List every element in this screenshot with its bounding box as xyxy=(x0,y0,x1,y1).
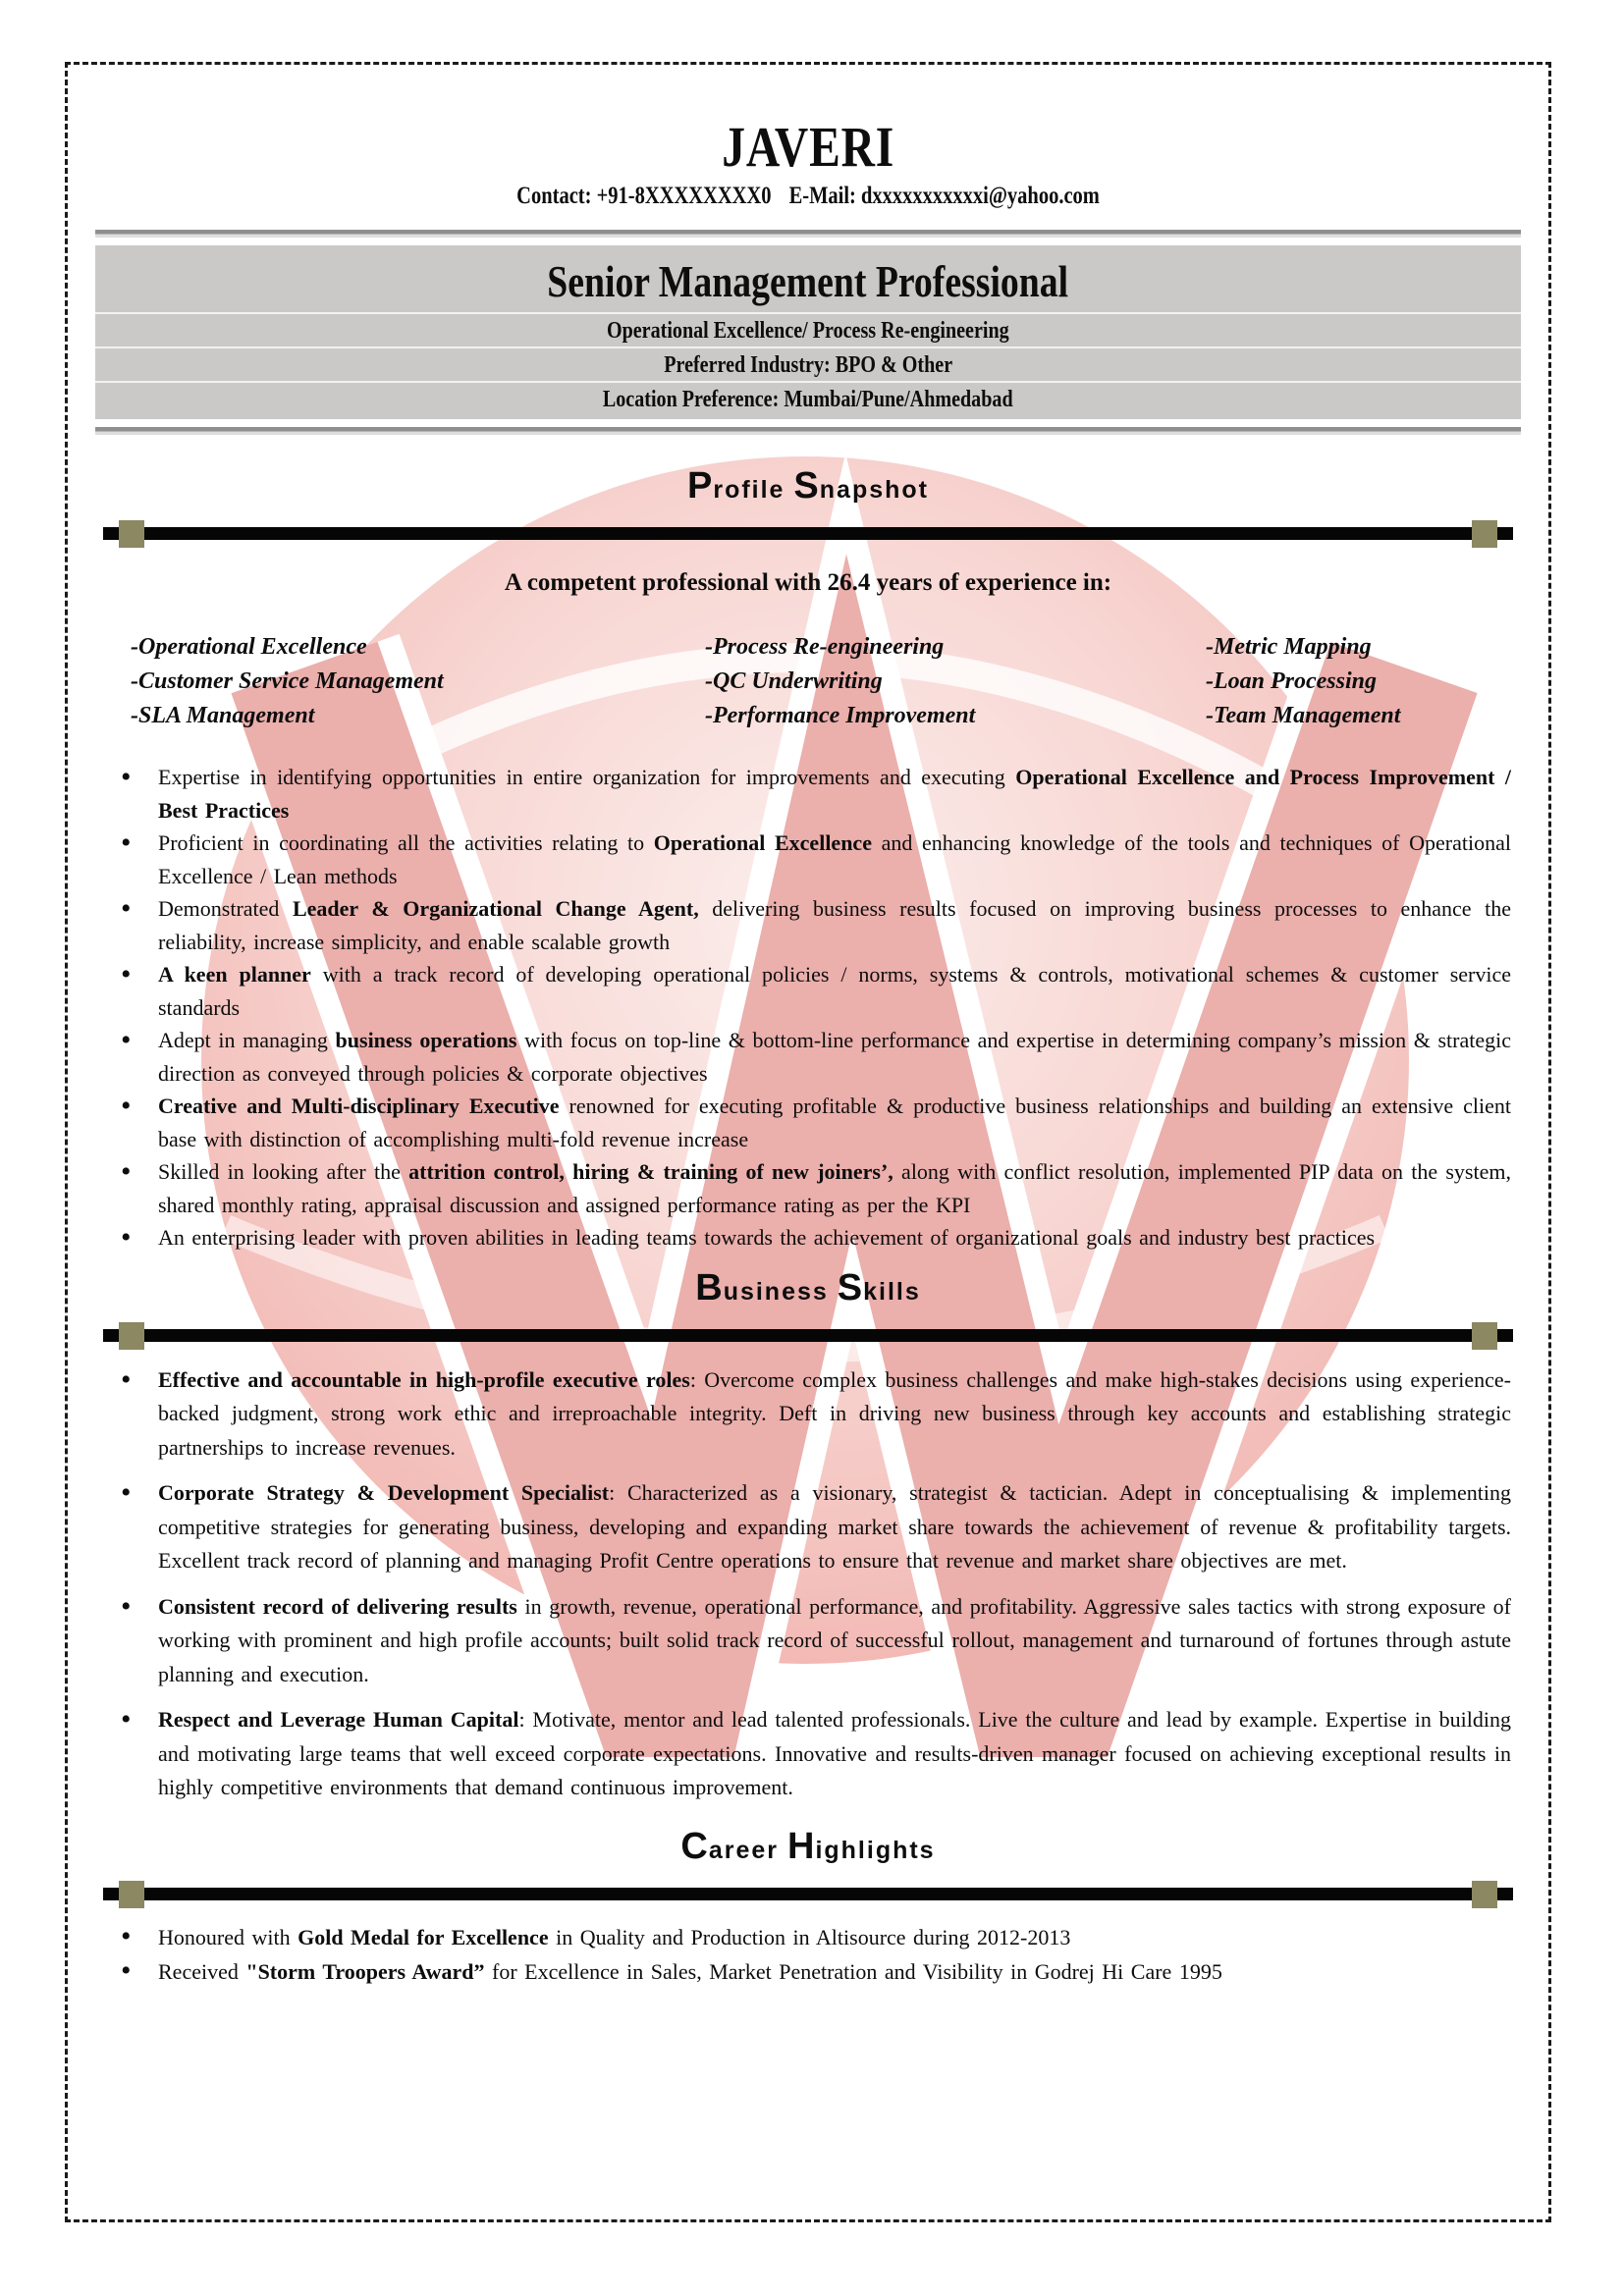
bullet-item: • Corporate Strategy & Development Specialist: Characterized as a visionary, strategist & tactician. Adept in conceptualising & implementing competitive strategies for generating business, developing and expanding market share towards the achievement of revenue & profitability targets. Excellent track record of planning and managing Profit Centre operations to ensure that revenue and market share objectives are met. xyxy=(95,1476,1511,1578)
contact-email: E-Mail: dxxxxxxxxxxxi@yahoo.com xyxy=(788,183,1100,209)
specialty-item: -SLA Management xyxy=(131,703,315,728)
bullet-item: • Honoured with Gold Medal for Excellence in Quality and Production in Altisource during 2012-2013 xyxy=(95,1920,1511,1954)
profile-bullet-list xyxy=(95,761,1521,1255)
bullet-item: • Consistent record of delivering results in growth, revenue, operational performance, and profitability. Aggressive sales tactics with strong exposure of working with prominent and high profile accounts; built solid track record of successful rollout, management and turnaround of fortunes through astute planning and execution. xyxy=(95,1590,1511,1692)
bullet-item: • Adept in managing business operations with focus on top-line & bottom-line performance and expertise in determining company’s mission & strategic direction as conveyed through policies & corporate objectives xyxy=(95,1024,1511,1090)
contact-line xyxy=(95,183,1521,210)
bar-end-square-right xyxy=(1472,520,1497,548)
specialty-columns xyxy=(95,630,1521,733)
title-banner xyxy=(95,245,1521,419)
bullet-item: • Creative and Multi-disciplinary Executive renowned for executing profitable & productive business relationships and building an extensive client base with distinction of accomplishing multi-fold revenue increase xyxy=(95,1090,1511,1155)
specialty-item: -QC Underwriting xyxy=(705,668,883,694)
specialty-item: -Metric Mapping xyxy=(1206,634,1372,660)
section-bar-profile xyxy=(103,527,1513,540)
section-heading-skills: Business Skills xyxy=(695,1266,921,1308)
profile-intro: A competent professional with 26.4 years of experience in: xyxy=(504,569,1112,596)
section-heading-career: Career Highlights xyxy=(680,1825,936,1867)
specialty-item: -Performance Improvement xyxy=(705,703,976,728)
bar-end-square-right xyxy=(1472,1881,1497,1908)
banner-subtitle-1: Operational Excellence/ Process Re-engineering xyxy=(95,314,1521,348)
specialty-column-3 xyxy=(1206,630,1521,733)
bullet-item: • Demonstrated Leader & Organizational Change Agent, delivering business results focused on improving business processes to enhance the reliability, increase simplicity, and enable scalable growth xyxy=(95,892,1511,958)
skills-bullet-list xyxy=(95,1363,1521,1805)
specialty-item: -Customer Service Management xyxy=(131,668,444,694)
bar-end-square-right xyxy=(1472,1322,1497,1350)
specialty-item: -Team Management xyxy=(1206,703,1401,728)
bullet-item: • Expertise in identifying opportunities in entire organization for improvements and executing Operational Excellence and Process Improvement / Best Practices xyxy=(95,761,1511,827)
candidate-name: JAVERI xyxy=(722,115,894,179)
banner-subtitle-2: Preferred Industry: BPO & Other xyxy=(95,348,1521,383)
page-border xyxy=(65,62,1551,2222)
specialty-column-2 xyxy=(705,630,1206,733)
section-heading-profile: Profile Snapshot xyxy=(686,465,929,507)
bullet-item: • Respect and Leverage Human Capital: Motivate, mentor and lead talented professionals. Live the culture and lead by example. Expertise in building and motivating large teams that well exceed corporate expectations. Innovative and results-driven manager focused on achieving exceptional results in highly competitive environments that demand continuous improvement. xyxy=(95,1703,1511,1805)
section-bar-career xyxy=(103,1888,1513,1900)
bullet-item: • Received "Storm Troopers Award” for Excellence in Sales, Market Penetration and Visibility in Godrej Hi Care 1995 xyxy=(95,1954,1511,1989)
divider-rule-top xyxy=(95,230,1521,238)
banner-title: Senior Management Professional xyxy=(95,251,1521,314)
bullet-item: • Effective and accountable in high-profile executive roles: Overcome complex business challenges and make high-stakes decisions using experience-backed judgment, strong work ethic and irreproachable integrity. Deft in driving new business through key accounts and establishing strategic partnerships to increase revenues. xyxy=(95,1363,1511,1466)
bullet-item: • An enterprising leader with proven abilities in leading teams towards the achievement of organizational goals and industry best practices xyxy=(95,1221,1511,1255)
specialty-item: -Process Re-engineering xyxy=(705,634,945,660)
specialty-item: -Operational Excellence xyxy=(131,634,367,660)
bar-end-square-left xyxy=(119,520,144,548)
bar-end-square-left xyxy=(119,1322,144,1350)
bullet-item: • Skilled in looking after the attrition control, hiring & training of new joiners’, along with conflict resolution, implemented PIP data on the system, shared monthly rating, appraisal discussion and assigned performance rating as per the KPI xyxy=(95,1155,1511,1221)
career-bullet-list xyxy=(95,1920,1521,1989)
divider-rule-bottom xyxy=(95,427,1521,435)
section-bar-skills xyxy=(103,1329,1513,1342)
contact-phone: Contact: +91-8XXXXXXXX0 xyxy=(516,183,772,209)
banner-subtitle-3: Location Preference: Mumbai/Pune/Ahmedabad xyxy=(603,386,1013,412)
bullet-item: • Proficient in coordinating all the activities relating to Operational Excellence and enhancing knowledge of the tools and techniques of Operational Excellence / Lean methods xyxy=(95,827,1511,892)
specialty-item: -Loan Processing xyxy=(1206,668,1377,694)
bar-end-square-left xyxy=(119,1881,144,1908)
specialty-column-1 xyxy=(131,630,705,733)
bullet-item: • A keen planner with a track record of developing operational policies / norms, systems & controls, motivational schemes & customer service standards xyxy=(95,958,1511,1024)
